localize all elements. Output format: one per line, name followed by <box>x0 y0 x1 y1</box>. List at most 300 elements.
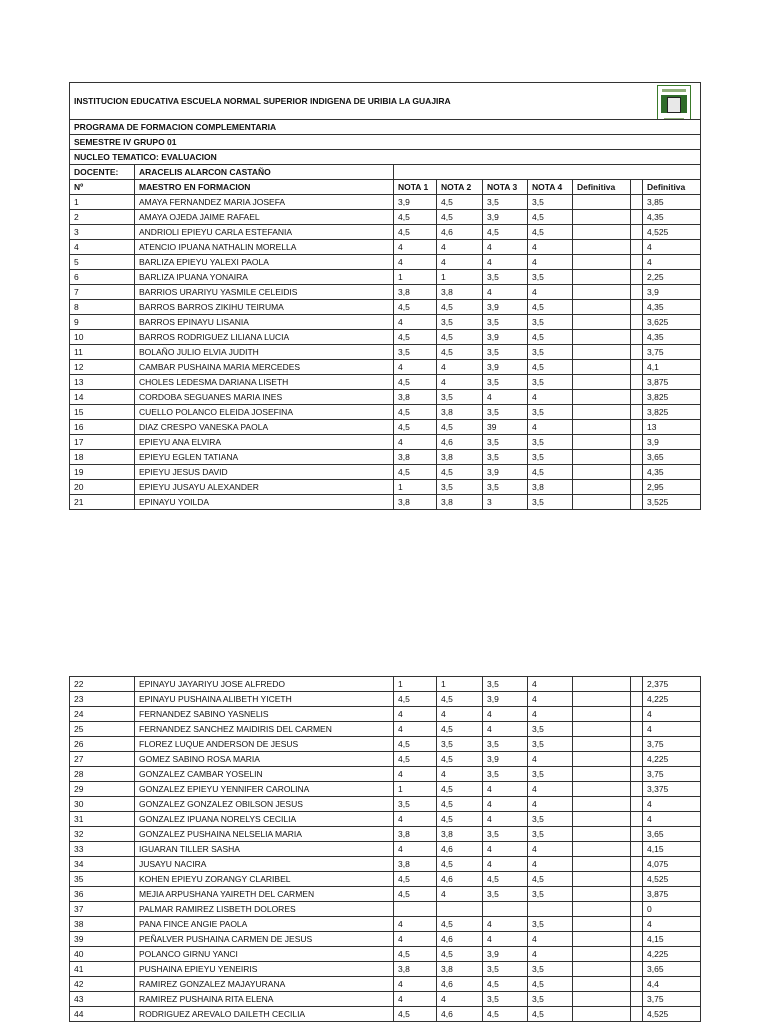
spacer-cell <box>631 752 643 767</box>
grade-4-cell: 4 <box>528 842 573 857</box>
student-name-cell: KOHEN EPIEYU ZORANGY CLARIBEL <box>135 872 394 887</box>
student-name-cell: BARRIOS URARIYU YASMILE CELEIDIS <box>135 285 394 300</box>
spacer-cell <box>631 947 643 962</box>
spacer-cell <box>631 285 643 300</box>
student-name-cell: CHOLES LEDESMA DARIANA LISETH <box>135 375 394 390</box>
final-grade-cell: 4,225 <box>643 947 701 962</box>
student-name-cell: DIAZ CRESPO VANESKA PAOLA <box>135 420 394 435</box>
student-number-cell: 19 <box>70 465 135 480</box>
grade-2-cell: 4 <box>437 887 483 902</box>
final-grade-cell: 4 <box>643 707 701 722</box>
grade-4-cell: 3,5 <box>528 495 573 510</box>
grade-4-cell: 3,5 <box>528 722 573 737</box>
final-grade-a-cell <box>573 722 631 737</box>
grade-3-cell: 4 <box>483 722 528 737</box>
grade-2-cell <box>437 902 483 917</box>
grade-4-cell: 3,5 <box>528 812 573 827</box>
grade-3-cell: 3,5 <box>483 450 528 465</box>
grade-1-cell: 4,5 <box>394 465 437 480</box>
final-grade-a-cell <box>573 225 631 240</box>
grade-3-cell: 3,5 <box>483 962 528 977</box>
spacer-cell <box>631 782 643 797</box>
final-grade-cell: 4 <box>643 917 701 932</box>
spacer-cell <box>631 917 643 932</box>
final-grade-cell: 4,4 <box>643 977 701 992</box>
grade-3-cell: 3,5 <box>483 405 528 420</box>
student-name-cell: AMAYA OJEDA JAIME RAFAEL <box>135 210 394 225</box>
final-grade-a-cell <box>573 450 631 465</box>
grade-1-cell: 4 <box>394 992 437 1007</box>
grade-1-cell: 4,5 <box>394 1007 437 1022</box>
table-row <box>70 405 701 420</box>
grade-4-cell: 4 <box>528 797 573 812</box>
student-number-cell: 8 <box>70 300 135 315</box>
final-grade-cell: 4,35 <box>643 300 701 315</box>
grade-2-cell: 4 <box>437 767 483 782</box>
final-grade-cell: 3,85 <box>643 195 701 210</box>
column-header-row <box>70 180 701 195</box>
grade-4-cell: 3,5 <box>528 887 573 902</box>
table-row <box>70 947 701 962</box>
grade-3-cell: 3,5 <box>483 827 528 842</box>
grade-4-cell: 4,5 <box>528 977 573 992</box>
grade-3-cell: 3,5 <box>483 270 528 285</box>
grade-4-cell: 3,5 <box>528 315 573 330</box>
spacer-cell <box>631 345 643 360</box>
grade-4-cell: 4 <box>528 752 573 767</box>
table-row <box>70 330 701 345</box>
grade-1-cell: 4,5 <box>394 887 437 902</box>
spacer-cell <box>631 495 643 510</box>
table-row <box>70 450 701 465</box>
grade-2-cell: 4,5 <box>437 812 483 827</box>
final-grade-cell: 3,65 <box>643 962 701 977</box>
final-grade-a-cell <box>573 812 631 827</box>
grade-3-cell: 3,9 <box>483 465 528 480</box>
final-grade-a-cell <box>573 872 631 887</box>
table-row <box>70 857 701 872</box>
grade-2-cell: 4,5 <box>437 782 483 797</box>
final-grade-cell: 4,35 <box>643 465 701 480</box>
grade-4-cell: 4,5 <box>528 465 573 480</box>
grade-2-cell: 4,5 <box>437 947 483 962</box>
student-number-cell: 43 <box>70 992 135 1007</box>
grade-4-cell: 4 <box>528 255 573 270</box>
final-grade-a-cell <box>573 902 631 917</box>
student-name-cell: PUSHAINA EPIEYU YENEIRIS <box>135 962 394 977</box>
spacer-cell <box>631 210 643 225</box>
student-number-cell: 29 <box>70 782 135 797</box>
header-final-grade: Definitiva <box>643 180 701 195</box>
grade-3-cell: 4,5 <box>483 872 528 887</box>
final-grade-a-cell <box>573 255 631 270</box>
grade-1-cell <box>394 902 437 917</box>
grade-4-cell <box>528 902 573 917</box>
institution-title-cell <box>70 83 701 120</box>
table-row <box>70 225 701 240</box>
final-grade-cell: 4,225 <box>643 692 701 707</box>
grade-3-cell: 3 <box>483 495 528 510</box>
spacer-cell <box>631 195 643 210</box>
teacher-name: ARACELIS ALARCON CASTAÑO <box>135 165 394 180</box>
student-number-cell: 26 <box>70 737 135 752</box>
student-name-cell: BARLIZA EPIEYU YALEXI PAOLA <box>135 255 394 270</box>
table-row <box>70 360 701 375</box>
student-name-cell: EPIEYU JESUS DAVID <box>135 465 394 480</box>
spacer-cell <box>631 435 643 450</box>
spacer-cell <box>631 480 643 495</box>
grade-2-cell: 4,5 <box>437 797 483 812</box>
student-number-cell: 17 <box>70 435 135 450</box>
table-row <box>70 390 701 405</box>
student-number-cell: 3 <box>70 225 135 240</box>
table-row <box>70 827 701 842</box>
grade-3-cell: 3,5 <box>483 345 528 360</box>
grade-2-cell: 4,6 <box>437 842 483 857</box>
student-number-cell: 34 <box>70 857 135 872</box>
student-number-cell: 36 <box>70 887 135 902</box>
student-name-cell: EPIEYU EGLEN TATIANA <box>135 450 394 465</box>
grade-1-cell: 4,5 <box>394 737 437 752</box>
student-number-cell: 7 <box>70 285 135 300</box>
final-grade-cell: 2,25 <box>643 270 701 285</box>
grade-4-cell: 4 <box>528 947 573 962</box>
student-name-cell: ATENCIO IPUANA NATHALIN MORELLA <box>135 240 394 255</box>
grade-2-cell: 4,5 <box>437 420 483 435</box>
final-grade-cell: 3,75 <box>643 737 701 752</box>
grade-3-cell: 3,9 <box>483 752 528 767</box>
program-name: PROGRAMA DE FORMACION COMPLEMENTARIA <box>70 120 701 135</box>
grade-3-cell: 3,5 <box>483 677 528 692</box>
final-grade-a-cell <box>573 240 631 255</box>
student-name-cell: FERNANDEZ SANCHEZ MAIDIRIS DEL CARMEN <box>135 722 394 737</box>
spacer-cell <box>631 872 643 887</box>
grade-4-cell: 4 <box>528 707 573 722</box>
grade-3-cell <box>483 902 528 917</box>
final-grade-cell: 3,9 <box>643 285 701 300</box>
grade-1-cell: 4,5 <box>394 405 437 420</box>
student-number-cell: 9 <box>70 315 135 330</box>
grade-4-cell: 3,5 <box>528 917 573 932</box>
grade-3-cell: 4 <box>483 797 528 812</box>
grade-1-cell: 3,9 <box>394 195 437 210</box>
grade-2-cell: 4,6 <box>437 932 483 947</box>
grade-4-cell: 3,5 <box>528 827 573 842</box>
table-row <box>70 495 701 510</box>
spacer-cell <box>631 677 643 692</box>
student-name-cell: BARROS RODRIGUEZ LILIANA LUCIA <box>135 330 394 345</box>
grade-1-cell: 4,5 <box>394 872 437 887</box>
spacer-cell <box>631 270 643 285</box>
final-grade-cell: 2,375 <box>643 677 701 692</box>
student-number-cell: 15 <box>70 405 135 420</box>
grade-3-cell: 4,5 <box>483 225 528 240</box>
spacer-cell <box>631 767 643 782</box>
table-row <box>70 752 701 767</box>
final-grade-a-cell <box>573 707 631 722</box>
grade-2-cell: 4,5 <box>437 722 483 737</box>
student-name-cell: GONZALEZ GONZALEZ OBILSON JESUS <box>135 797 394 812</box>
grade-1-cell: 3,8 <box>394 285 437 300</box>
final-grade-a-cell <box>573 797 631 812</box>
spacer-cell <box>631 255 643 270</box>
student-number-cell: 41 <box>70 962 135 977</box>
final-grade-cell: 4,075 <box>643 857 701 872</box>
table-row <box>70 887 701 902</box>
grade-2-cell: 3,5 <box>437 390 483 405</box>
table-row <box>70 707 701 722</box>
final-grade-a-cell <box>573 420 631 435</box>
student-number-cell: 5 <box>70 255 135 270</box>
grade-1-cell: 3,8 <box>394 827 437 842</box>
spacer-cell <box>631 857 643 872</box>
final-grade-cell: 3,9 <box>643 435 701 450</box>
final-grade-a-cell <box>573 465 631 480</box>
header-grade-2: NOTA 2 <box>437 180 483 195</box>
grade-2-cell: 4,6 <box>437 225 483 240</box>
final-grade-a-cell <box>573 842 631 857</box>
grade-3-cell: 4 <box>483 255 528 270</box>
grade-3-cell: 4 <box>483 932 528 947</box>
student-name-cell: IGUARAN TILLER SASHA <box>135 842 394 857</box>
student-number-cell: 13 <box>70 375 135 390</box>
spacer-cell <box>631 707 643 722</box>
header-grade-3: NOTA 3 <box>483 180 528 195</box>
final-grade-cell: 3,75 <box>643 767 701 782</box>
grade-1-cell: 1 <box>394 782 437 797</box>
spacer-cell <box>631 330 643 345</box>
final-grade-a-cell <box>573 992 631 1007</box>
student-number-cell: 10 <box>70 330 135 345</box>
spacer-cell <box>631 887 643 902</box>
final-grade-a-cell <box>573 285 631 300</box>
grade-4-cell: 4 <box>528 857 573 872</box>
table-row <box>70 315 701 330</box>
grade-4-cell: 3,8 <box>528 480 573 495</box>
grade-2-cell: 3,8 <box>437 450 483 465</box>
grade-2-cell: 4 <box>437 992 483 1007</box>
student-name-cell: RODRIGUEZ AREVALO DAILETH CECILIA <box>135 1007 394 1022</box>
grade-1-cell: 4 <box>394 977 437 992</box>
student-name-cell: GONZALEZ IPUANA NORELYS CECILIA <box>135 812 394 827</box>
final-grade-a-cell <box>573 782 631 797</box>
table-row <box>70 375 701 390</box>
student-number-cell: 18 <box>70 450 135 465</box>
grade-2-cell: 4,5 <box>437 195 483 210</box>
grade-1-cell: 4 <box>394 932 437 947</box>
grade-3-cell: 3,9 <box>483 360 528 375</box>
grades-table-part1 <box>69 82 701 510</box>
grade-4-cell: 4,5 <box>528 330 573 345</box>
student-name-cell: ANDRIOLI EPIEYU CARLA ESTEFANIA <box>135 225 394 240</box>
grade-1-cell: 4,5 <box>394 375 437 390</box>
spacer-cell <box>631 1007 643 1022</box>
table-row <box>70 782 701 797</box>
grade-4-cell: 4 <box>528 932 573 947</box>
student-name-cell: FLOREZ LUQUE ANDERSON DE JESUS <box>135 737 394 752</box>
grade-3-cell: 4 <box>483 707 528 722</box>
final-grade-cell: 4,35 <box>643 210 701 225</box>
grade-3-cell: 4 <box>483 842 528 857</box>
final-grade-a-cell <box>573 195 631 210</box>
final-grade-cell: 4,1 <box>643 360 701 375</box>
grade-3-cell: 3,9 <box>483 692 528 707</box>
grade-4-cell: 3,5 <box>528 450 573 465</box>
grade-2-cell: 4 <box>437 375 483 390</box>
final-grade-cell: 3,65 <box>643 450 701 465</box>
student-name-cell: GOMEZ SABINO ROSA MARIA <box>135 752 394 767</box>
final-grade-a-cell <box>573 330 631 345</box>
spacer-cell <box>631 932 643 947</box>
student-number-cell: 31 <box>70 812 135 827</box>
student-number-cell: 11 <box>70 345 135 360</box>
student-number-cell: 23 <box>70 692 135 707</box>
student-name-cell: RAMIREZ PUSHAINA RITA ELENA <box>135 992 394 1007</box>
grade-1-cell: 4 <box>394 917 437 932</box>
grade-3-cell: 3,5 <box>483 315 528 330</box>
grade-1-cell: 1 <box>394 270 437 285</box>
final-grade-cell: 4 <box>643 812 701 827</box>
final-grade-a-cell <box>573 917 631 932</box>
table-row <box>70 480 701 495</box>
grade-1-cell: 4 <box>394 360 437 375</box>
table-row <box>70 210 701 225</box>
spacer-cell <box>631 722 643 737</box>
grade-2-cell: 4,5 <box>437 857 483 872</box>
student-name-cell: PANA FINCE ANGIE PAOLA <box>135 917 394 932</box>
final-grade-a-cell <box>573 270 631 285</box>
student-name-cell: EPIEYU JUSAYU ALEXANDER <box>135 480 394 495</box>
header-spacer <box>631 180 643 195</box>
grade-3-cell: 4 <box>483 917 528 932</box>
grade-3-cell: 4 <box>483 240 528 255</box>
final-grade-a-cell <box>573 827 631 842</box>
grade-3-cell: 4 <box>483 812 528 827</box>
final-grade-a-cell <box>573 345 631 360</box>
spacer-cell <box>631 360 643 375</box>
grade-1-cell: 3,5 <box>394 797 437 812</box>
grade-1-cell: 4,5 <box>394 947 437 962</box>
grade-3-cell: 3,5 <box>483 435 528 450</box>
grade-4-cell: 3,5 <box>528 345 573 360</box>
final-grade-cell: 4,525 <box>643 872 701 887</box>
final-grade-cell: 3,75 <box>643 992 701 1007</box>
student-number-cell: 20 <box>70 480 135 495</box>
student-number-cell: 21 <box>70 495 135 510</box>
spacer-cell <box>631 405 643 420</box>
institution-title: INSTITUCION EDUCATIVA ESCUELA NORMAL SUPERIOR INDIGENA DE URIBIA LA GUAJIRA <box>74 96 451 106</box>
thematic-nucleus: NUCLEO TEMATICO: EVALUACION <box>70 150 701 165</box>
final-grade-a-cell <box>573 375 631 390</box>
final-grade-a-cell <box>573 1007 631 1022</box>
grade-4-cell: 3,5 <box>528 405 573 420</box>
grade-1-cell: 4,5 <box>394 752 437 767</box>
spacer-cell <box>631 902 643 917</box>
table-row <box>70 737 701 752</box>
grade-4-cell: 4,5 <box>528 210 573 225</box>
grade-4-cell: 4 <box>528 285 573 300</box>
semester-group: SEMESTRE IV GRUPO 01 <box>70 135 701 150</box>
grade-3-cell: 3,9 <box>483 210 528 225</box>
teacher-label: DOCENTE: <box>70 165 135 180</box>
final-grade-cell: 3,375 <box>643 782 701 797</box>
grade-3-cell: 4 <box>483 285 528 300</box>
grade-3-cell: 3,9 <box>483 947 528 962</box>
final-grade-a-cell <box>573 495 631 510</box>
spacer-cell <box>631 962 643 977</box>
grade-1-cell: 4 <box>394 707 437 722</box>
table-row <box>70 435 701 450</box>
grade-4-cell: 4,5 <box>528 300 573 315</box>
grade-1-cell: 4 <box>394 812 437 827</box>
grades-table-part2 <box>69 676 701 1022</box>
final-grade-a-cell <box>573 752 631 767</box>
grade-2-cell: 4 <box>437 707 483 722</box>
table-row <box>70 977 701 992</box>
student-number-cell: 14 <box>70 390 135 405</box>
final-grade-a-cell <box>573 887 631 902</box>
final-grade-a-cell <box>573 692 631 707</box>
table-row <box>70 1007 701 1022</box>
table-row <box>70 677 701 692</box>
grade-2-cell: 4,5 <box>437 300 483 315</box>
final-grade-a-cell <box>573 480 631 495</box>
table-row <box>70 692 701 707</box>
final-grade-cell: 0 <box>643 902 701 917</box>
final-grade-a-cell <box>573 360 631 375</box>
student-number-cell: 22 <box>70 677 135 692</box>
header-student-number: Nº <box>70 180 135 195</box>
table-row <box>70 962 701 977</box>
header-student-name: MAESTRO EN FORMACION <box>135 180 394 195</box>
grade-1-cell: 4,5 <box>394 300 437 315</box>
spacer-cell <box>631 812 643 827</box>
student-number-cell: 12 <box>70 360 135 375</box>
grade-1-cell: 4 <box>394 315 437 330</box>
grade-2-cell: 3,5 <box>437 315 483 330</box>
final-grade-a-cell <box>573 737 631 752</box>
student-name-cell: BARROS EPINAYU LISANIA <box>135 315 394 330</box>
final-grade-cell: 3,525 <box>643 495 701 510</box>
grade-4-cell: 3,5 <box>528 992 573 1007</box>
spacer-cell <box>631 842 643 857</box>
table-row <box>70 240 701 255</box>
final-grade-a-cell <box>573 947 631 962</box>
final-grade-a-cell <box>573 857 631 872</box>
final-grade-cell: 3,875 <box>643 887 701 902</box>
spacer-cell <box>631 465 643 480</box>
grade-1-cell: 3,8 <box>394 962 437 977</box>
student-number-cell: 25 <box>70 722 135 737</box>
grade-2-cell: 4,6 <box>437 977 483 992</box>
spacer-cell <box>631 390 643 405</box>
header-final-grade-a: Definitiva <box>573 180 631 195</box>
student-number-cell: 42 <box>70 977 135 992</box>
grade-3-cell: 3,5 <box>483 737 528 752</box>
grade-3-cell: 3,9 <box>483 330 528 345</box>
school-crest-icon <box>657 85 691 120</box>
table-row <box>70 767 701 782</box>
grade-3-cell: 3,5 <box>483 480 528 495</box>
grade-1-cell: 3,8 <box>394 450 437 465</box>
grade-1-cell: 4 <box>394 255 437 270</box>
final-grade-cell: 4,525 <box>643 1007 701 1022</box>
student-number-cell: 44 <box>70 1007 135 1022</box>
teacher-row-blank <box>394 165 701 180</box>
final-grade-cell: 4,225 <box>643 752 701 767</box>
final-grade-cell: 4 <box>643 797 701 812</box>
final-grade-cell: 3,65 <box>643 827 701 842</box>
